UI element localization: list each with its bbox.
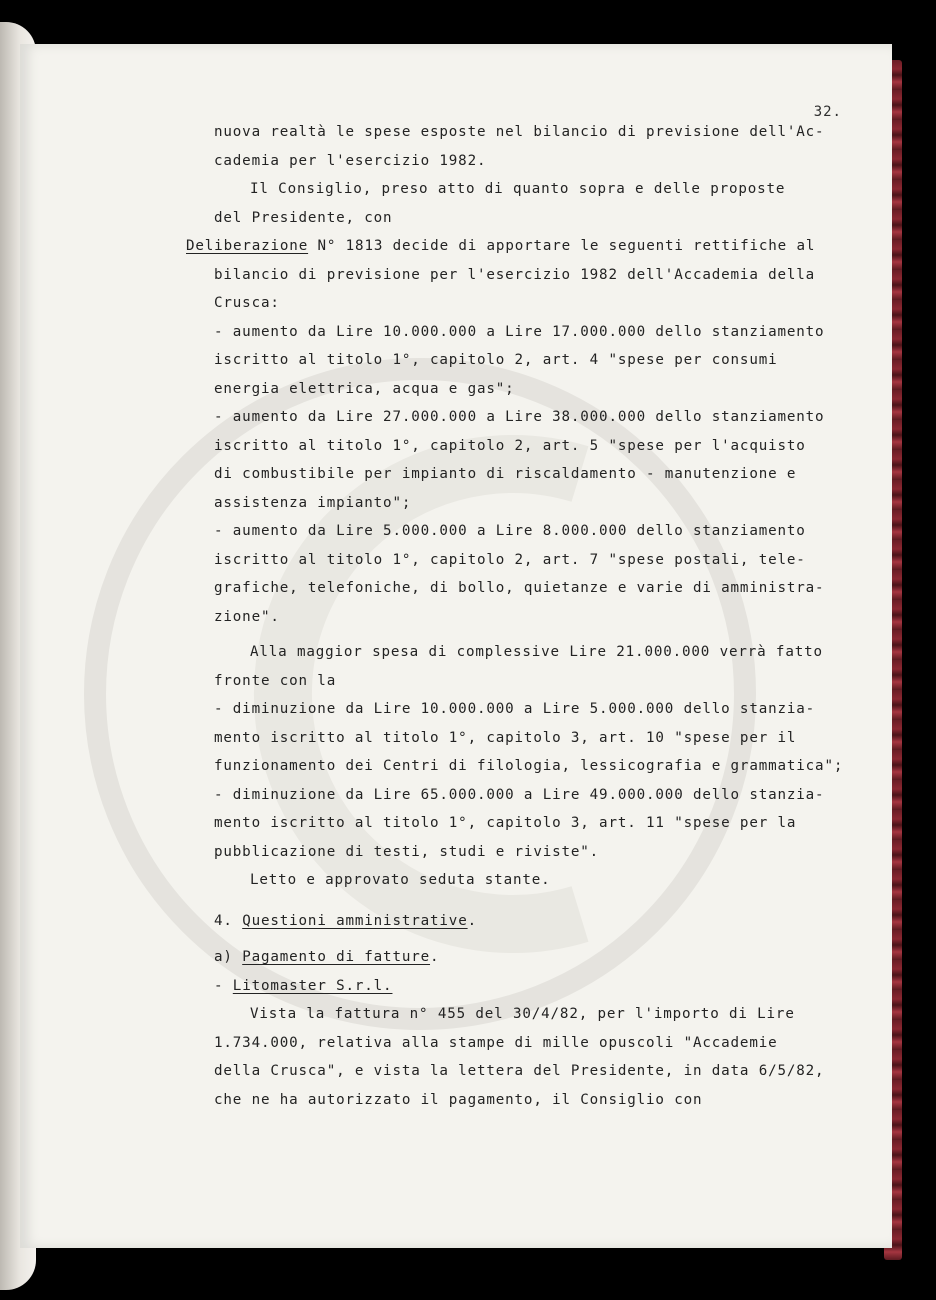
document-page: [20, 44, 892, 1248]
subsection-heading: [214, 949, 439, 965]
text-line: pubblicazione di testi, studi e riviste".: [214, 844, 600, 860]
text-line: Vista la fattura n° 455 del 30/4/82, per l'importo di Lire: [250, 1006, 795, 1022]
vendor-name: Litomaster S.r.l.: [232, 978, 393, 994]
text-line: 1.734.000, relativa alla stampe di mille opuscoli "Accademie: [214, 1035, 778, 1051]
text-line: mento iscritto al titolo 1°, capitolo 3, art. 10 "spese per il: [214, 730, 797, 746]
text-line: di combustibile per impianto di riscaldamento - manutenzione e: [214, 466, 797, 482]
text-line: grafiche, telefoniche, di bollo, quietanze e varie di amministra-: [214, 580, 825, 596]
text-line: energia elettrica, acqua e gas";: [214, 381, 515, 397]
text-line: assistenza impianto";: [214, 495, 412, 511]
section-number: 4.: [214, 913, 243, 929]
text-line: mento iscritto al titolo 1°, capitolo 3, art. 11 "spese per la: [214, 815, 797, 831]
text-line: iscritto al titolo 1°, capitolo 2, art. 7 "spese postali, tele-: [214, 552, 806, 568]
text-line: che ne ha autorizzato il pagamento, il Consiglio con: [214, 1092, 703, 1108]
text-line: nuova realtà le spese esposte nel bilancio di previsione dell'Ac-: [214, 124, 825, 140]
text-line: - aumento da Lire 27.000.000 a Lire 38.000.000 dello stanziamento: [214, 409, 825, 425]
text-line: zione".: [214, 609, 280, 625]
text-line: - aumento da Lire 10.000.000 a Lire 17.000.000 dello stanziamento: [214, 324, 825, 340]
text-line: bilancio di previsione per l'esercizio 1982 dell'Accademia della: [214, 267, 816, 283]
text-line: Crusca:: [214, 295, 280, 311]
section-title: Questioni amministrative: [242, 913, 468, 929]
text-line: - diminuzione da Lire 65.000.000 a Lire 49.000.000 dello stanzia-: [214, 787, 825, 803]
subsection-period: .: [430, 949, 440, 965]
section-period: .: [467, 913, 477, 929]
subsection-title: Pagamento di fatture: [242, 949, 431, 965]
text-line: iscritto al titolo 1°, capitolo 2, art. 5 "spese per l'acquisto: [214, 438, 806, 454]
text-line: - diminuzione da Lire 10.000.000 a Lire 5.000.000 dello stanzia-: [214, 701, 816, 717]
text-line: funzionamento dei Centri di filologia, lessicografia e grammatica";: [214, 758, 844, 774]
deliberation-line: [186, 238, 815, 254]
text-line: - aumento da Lire 5.000.000 a Lire 8.000.000 dello stanziamento: [214, 523, 806, 539]
vendor-prefix: -: [214, 978, 233, 994]
page-number: 32.: [813, 104, 842, 120]
subsection-letter: a): [214, 949, 243, 965]
text-line: fronte con la: [214, 673, 337, 689]
text-line: Alla maggior spesa di complessive Lire 21.000.000 verrà fatto: [250, 644, 823, 660]
deliberation-text: N° 1813 decide di apportare le seguenti rettifiche al: [308, 238, 816, 254]
text-line: cademia per l'esercizio 1982.: [214, 153, 487, 169]
text-line: iscritto al titolo 1°, capitolo 2, art. 4 "spese per consumi: [214, 352, 778, 368]
text-line: Letto e approvato seduta stante.: [250, 872, 551, 888]
text-line: del Presidente, con: [214, 210, 393, 226]
text-line: Il Consiglio, preso atto di quanto sopra e delle proposte: [250, 181, 786, 197]
vendor-heading: [214, 978, 392, 994]
section-heading: [214, 913, 477, 929]
text-line: della Crusca", e vista la lettera del Presidente, in data 6/5/82,: [214, 1063, 825, 1079]
deliberazione-label: Deliberazione: [186, 238, 309, 254]
